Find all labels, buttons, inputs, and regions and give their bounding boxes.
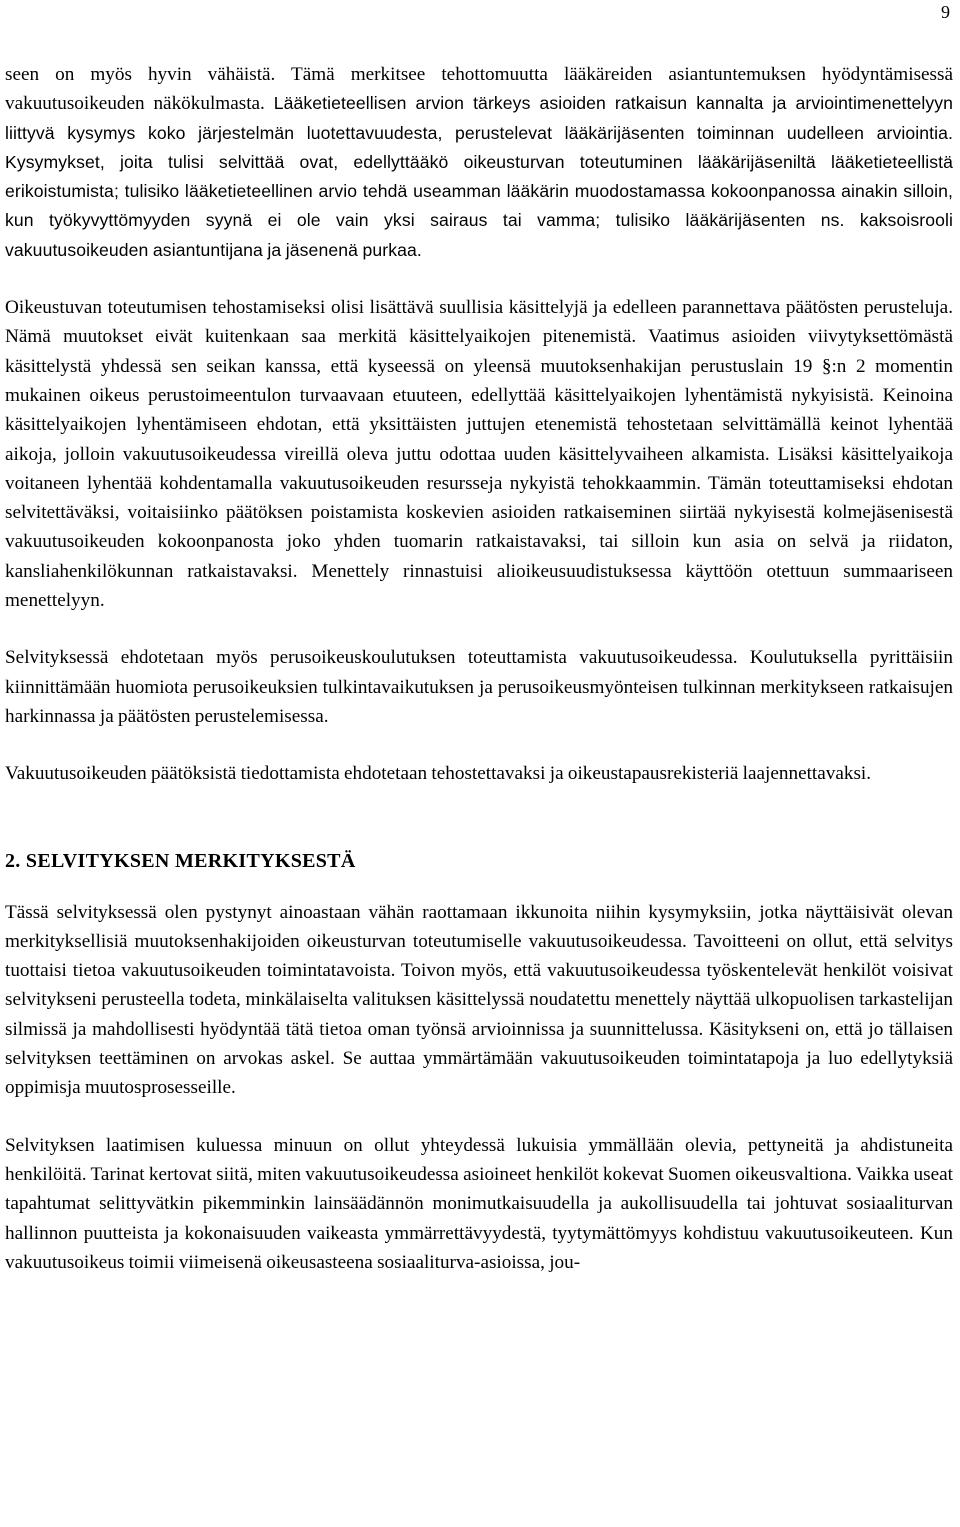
paragraph-1-text-b: Lääketieteellisen arvion tärkeys asioiden ratkaisun kannalta ja arviointimenettelyyn liittyvä kysymys koko järjestelmän luotettavuudesta, perustelevat lääkärijäsenten toiminnan uudelleen arviointia. [5,93,954,143]
paragraph-2: Oikeustuvan toteutumisen tehostamiseksi olisi lisättävä suullisia käsittelyjä ja edelleen parannettava päätösten perusteluja. Nämä muutokset eivät kuitenkaan saa merkitä käsittelyaikojen pitenemistä. Vaatimus asioiden viivytyksettömästä käsittelystä yhdessä sen seikan kanssa, että kyseessä on yleensä muutoksenhakijan perustuslain 19 §:n 2 momentin mukainen oikeus perustoimeentulon turvaavaan etuuteen, edellyttää käsittelyaikojen lyhentämistä nykyisistä. Keinoina käsittelyaikojen lyhentämiseen ehdotan, että yksittäisten juttujen etenemistä tehostetaan selvittämällä keinot lyhentää aikoja, jolloin vakuutusoikeudessa vireillä oleva juttu odottaa uuden käsittelyvaiheen alkamista. Lisäksi käsittelyaikoja voitaneen lyhentää kohdentamalla vakuutusoikeuden resursseja nykyistä tehokkaammin. Tämän toteuttamiseksi ehdotan selvitettäväksi, voitaisiinko päätöksen poistamista koskevien asioiden ratkaiseminen siirtää nykyisestä kolmejäsenisestä vakuutusoikeuden kokoonpanosta joko yhden tuomarin ratkaistavaksi, tai silloin kun asia on selvä ja riidaton, kansliahenkilökunnan ratkaistavaksi. Menettely rinnastuisi alioikeusuudistuksessa käyttöön otettuun summaariseen menettelyyn. [5,297,953,612]
paragraph-1-text-c: Kysymykset, joita tulisi selvittää ovat, edellyttääkö oikeusturvan toteutuminen lääkärijäseniltä lääketieteellistä erikoistumista; tulisiko lääketieteellinen arvio tehdä useamman lääkärin muodostamassa kokoonpanossa ainakin silloin, kun työkyvyttömyyden syynä ei ole vain yksi sairaus tai vamma; tulisiko lääkärijäsenten ns. kaksoisrooli vakuutusoikeuden asiantuntijana ja jäsenenä purkaa. [5,151,953,260]
document-body [5,60,953,1277]
paragraph-3: Selvityksessä ehdotetaan myös perusoikeuskoulutuksen toteuttamista vakuutusoikeudessa. Koulutuksella pyrittäisiin kiinnittämään huomiota perusoikeuksien tulkintavaikutuksen ja perusoikeusmyönteisen tulkinnan merkitykseen ratkaisujen harkinnassa ja päätösten perustelemisessa. [5,647,953,727]
paragraph-5: Tässä selvityksessä olen pystynyt ainoastaan vähän raottamaan ikkunoita niihin kysymyksiin, jotka näyttäisivät olevan merkityksellisiä muutoksenhakijoiden oikeusturvan toteutumiselle vakuutusoikeudessa. Tavoitteeni on ollut, että selvitys tuottaisi tietoa vakuutusoikeuden toimintatavoista. Toivon myös, että vakuutusoikeudessa työskentelevät henkilöt voisivat selvitykseni perusteella todeta, minkälaiselta valituksen käsittelyssä noudatettu menettely näyttää ulkopuolisen tarkastelijan silmissä ja mahdollisesti hyödyntää tätä tietoa oman työnsä arvioinnissa ja suunnittelussa. Käsitykseni on, että jo tällaisen selvityksen teettäminen on arvokas askel. Se auttaa ymmärtämään vakuutusoikeuden toimintatapoja ja luo edellytyksiä oppimisja muutosprosesseille. [5,901,953,1099]
section-heading [5,847,953,876]
section-number: 2. [5,849,21,872]
page-number: 9 [941,2,950,22]
paragraph-6: Selvityksen laatimisen kuluessa minuun on ollut yhteydessä lukuisia ymmällään olevia, pettyneitä ja ahdistuneita henkilöitä. Tarinat kertovat siitä, miten vakuutusoikeudessa asioineet henkilöt kokevat Suomen oikeusvaltiona. Vaikka useat tapahtumat selittyvätkin pikemminkin lainsäädännön monimutkaisuudella ja aukollisuudella tai johtuvat sosiaaliturvan hallinnon puutteista ja kokonaisuuden vaikeasta ymmärrettävyydestä, tyytymättömyys kohdistuu vakuutusoikeuteen. Kun vakuutusoikeus toimii viimeisenä oikeusasteena sosiaaliturva-asioissa, jou- [5,1134,953,1273]
paragraph-1-text-a: seen on myös hyvin vähäistä. Tämä merkitsee tehottomuutta lääkäreiden asiantuntemuksen hyödyntämisessä vakuutusoikeuden näkökulmasta. [5,64,953,115]
paragraph-1 [5,60,953,265]
section-title: SELVITYKSEN MERKITYKSESTÄ [25,849,356,872]
paragraph-4: Vakuutusoikeuden päätöksistä tiedottamista ehdotetaan tehostettavaksi ja oikeustapausrekisteriä laajennettavaksi. [5,763,872,785]
